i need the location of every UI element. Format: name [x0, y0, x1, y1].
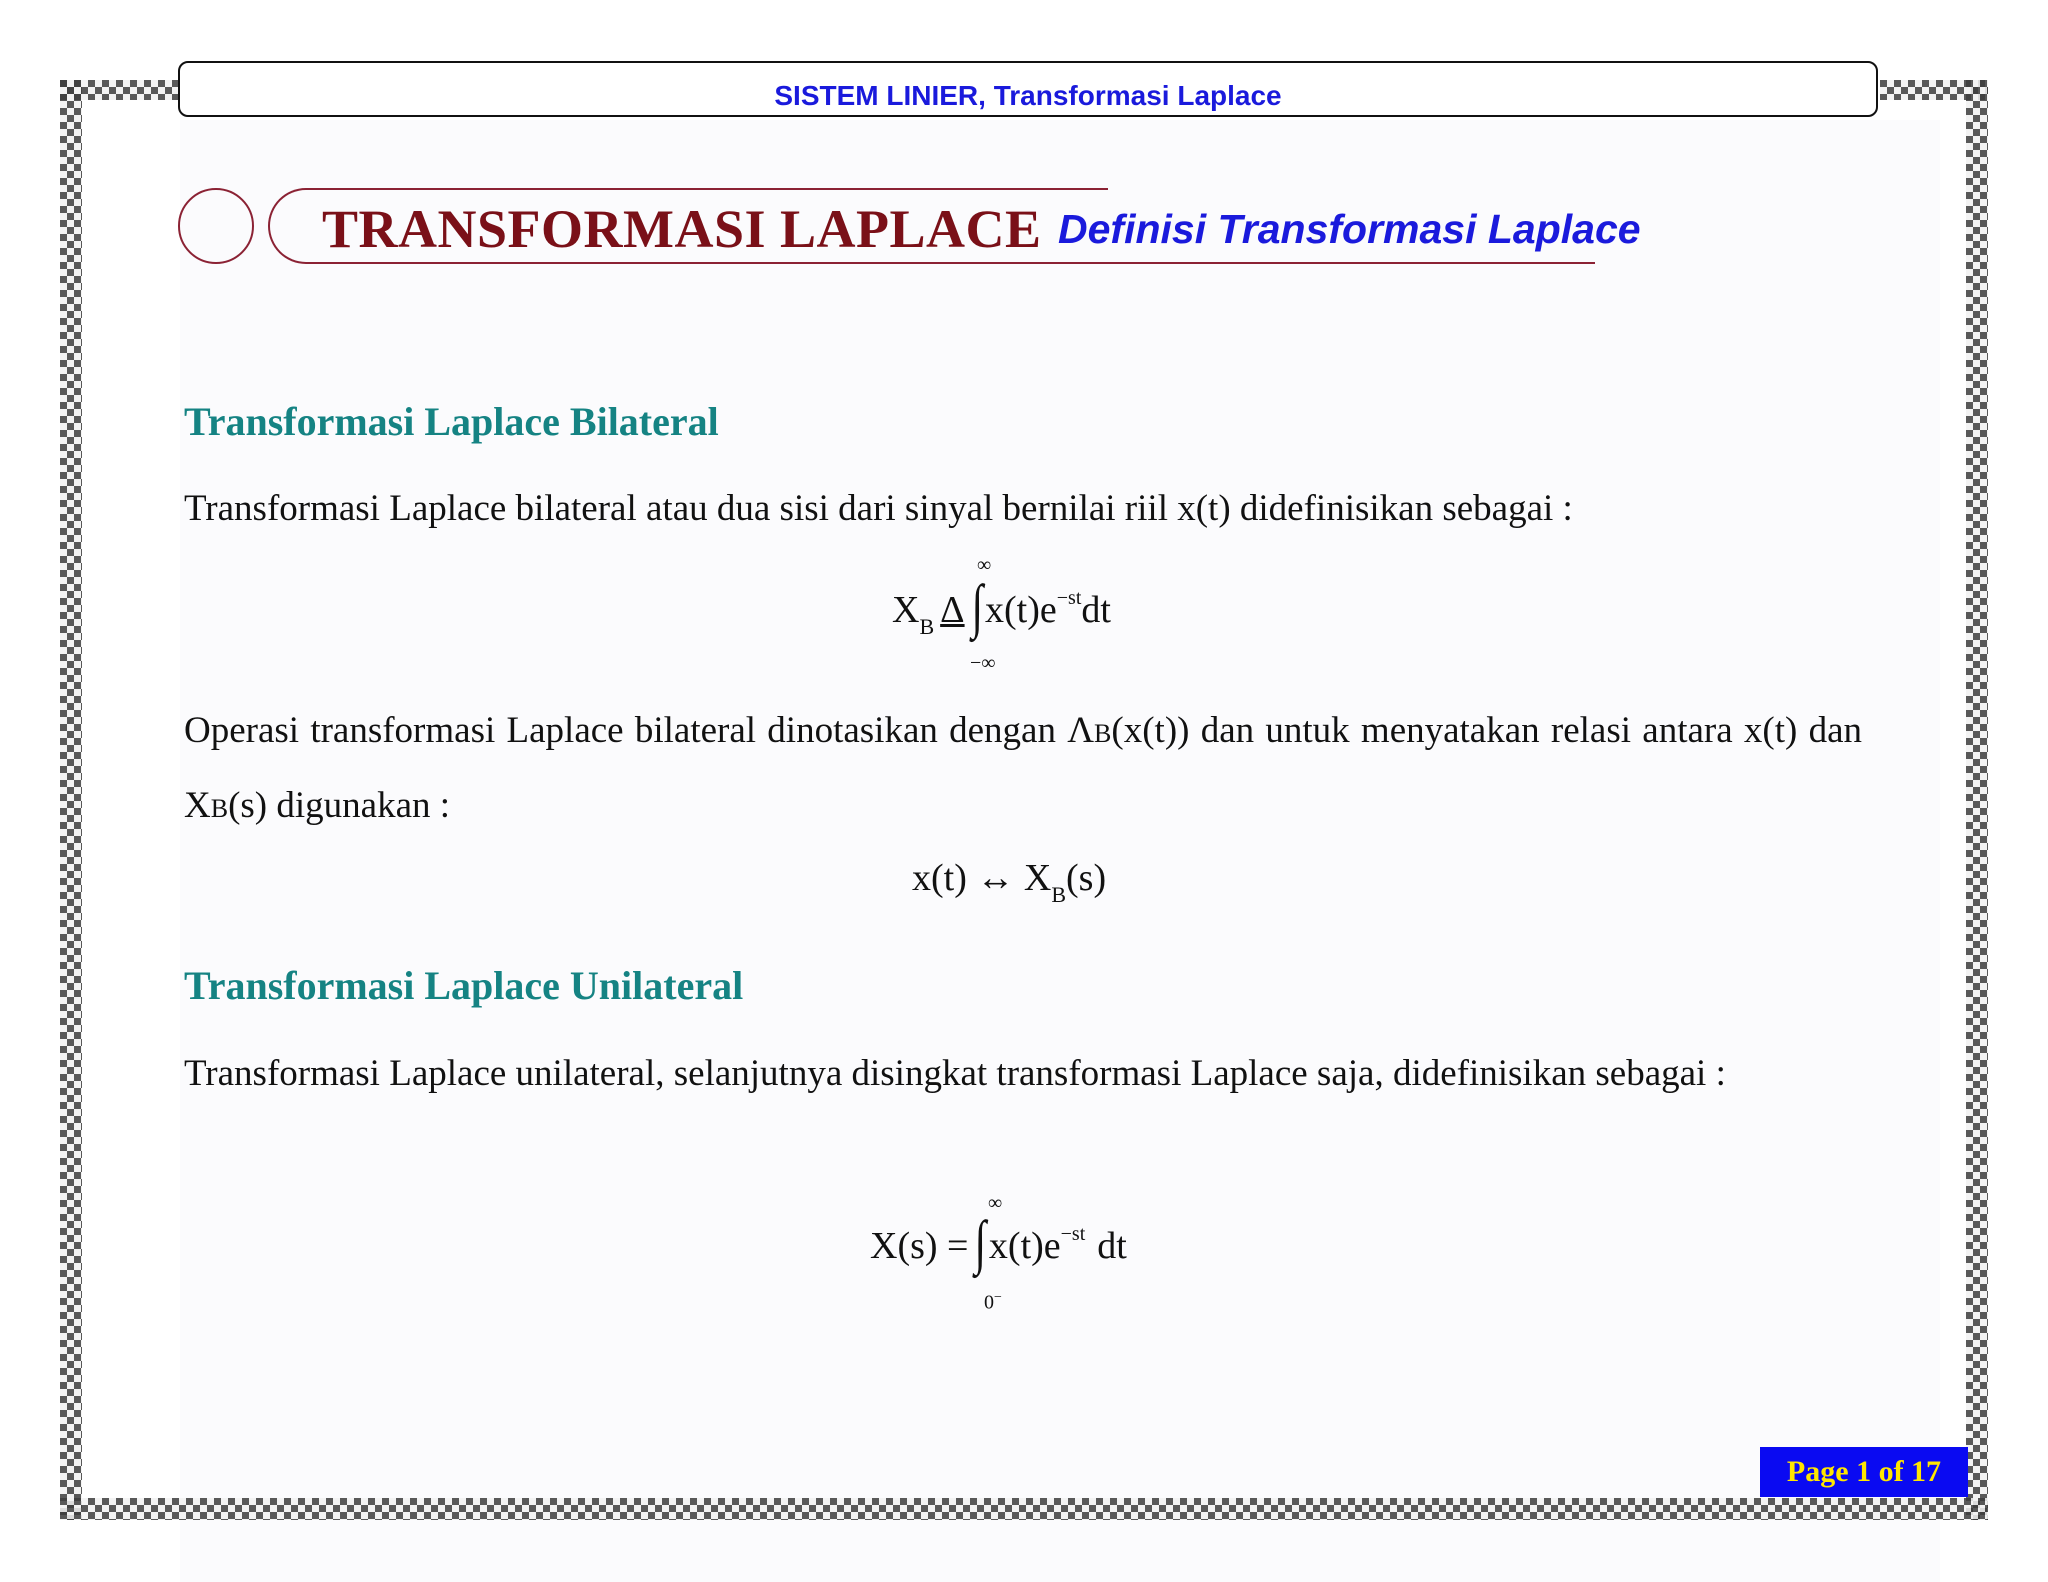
eq1-integrand: x(t)e [985, 589, 1057, 631]
eq3-integrand: x(t)e [988, 1225, 1061, 1267]
eq1-lhs: X [892, 589, 920, 631]
page-subtitle: Definisi Transformasi Laplace [1058, 206, 1641, 252]
eq3-integral-sign: ∫ [974, 1209, 987, 1275]
eq2-lhs: x(t) ↔ X [912, 857, 1052, 899]
page-number-label: Page 1 of 17 [1786, 1455, 1942, 1488]
section-heading-bilateral: Transformasi Laplace Bilateral [184, 399, 719, 444]
eq1-lhs-subscript: B [919, 614, 935, 639]
eq3-lower-limit-value: 0 [984, 1291, 994, 1314]
eq1-delta-operator: Δ [940, 589, 965, 631]
section-heading-unilateral: Transformasi Laplace Unilateral [184, 963, 744, 1008]
operation-text-2: (x(t)) dan untuk menyatakan relasi antara x(t) dan X [184, 710, 1862, 826]
paragraph-bilateral-operation [184, 695, 1862, 845]
paragraph-bilateral-intro: Transformasi Laplace bilateral atau dua sisi dari sinyal bernilai riil x(t) didefinisikan sebagai : [184, 488, 1573, 529]
eq1-upper-limit: ∞ [977, 554, 992, 576]
header-bar [178, 61, 1878, 117]
studded-border-right [1966, 80, 1988, 1520]
eq3-exponent: −st [1060, 1223, 1086, 1245]
operation-subscript-2: B [210, 794, 229, 823]
header-title: SISTEM LINIER, Transformasi Laplace [774, 80, 1282, 111]
page-number-badge [1760, 1447, 1968, 1497]
page-background [180, 120, 1940, 1582]
eq3-lhs: X(s) = [870, 1225, 969, 1267]
eq3-differential: dt [1097, 1225, 1127, 1267]
title-decoration-circle [178, 188, 254, 264]
eq3-upper-limit: ∞ [988, 1192, 1003, 1214]
operation-subscript-1: B [1094, 719, 1112, 748]
eq3-lower-limit-sup: − [994, 1290, 1002, 1305]
page-title: TRANSFORMASI LAPLACE [322, 199, 1042, 259]
eq1-exponent: −st [1056, 587, 1082, 609]
operation-text-3: (s) digunakan : [228, 785, 451, 826]
equation-unilateral-definition [870, 1192, 1127, 1314]
studded-border-bottom [60, 1498, 1988, 1520]
studded-border-left [60, 80, 82, 1520]
eq2-rhs: (s) [1066, 857, 1107, 899]
eq1-lower-limit: −∞ [970, 652, 996, 674]
equation-bilateral-relation [912, 856, 1107, 907]
eq2-subscript: B [1051, 882, 1066, 907]
eq1-differential: dt [1081, 589, 1111, 631]
equation-bilateral-definition [892, 554, 1111, 674]
paragraph-unilateral-intro: Transformasi Laplace unilateral, selanjutnya disingkat transformasi Laplace saja, didefinisikan sebagai : [184, 1053, 1726, 1094]
subtitle-underline [1030, 262, 1595, 264]
eq1-integral-sign: ∫ [971, 573, 983, 639]
eq3-lower-limit [984, 1290, 1002, 1315]
operation-text-1: Operasi transformasi Laplace bilateral dinotasikan dengan Λ [184, 710, 1095, 751]
